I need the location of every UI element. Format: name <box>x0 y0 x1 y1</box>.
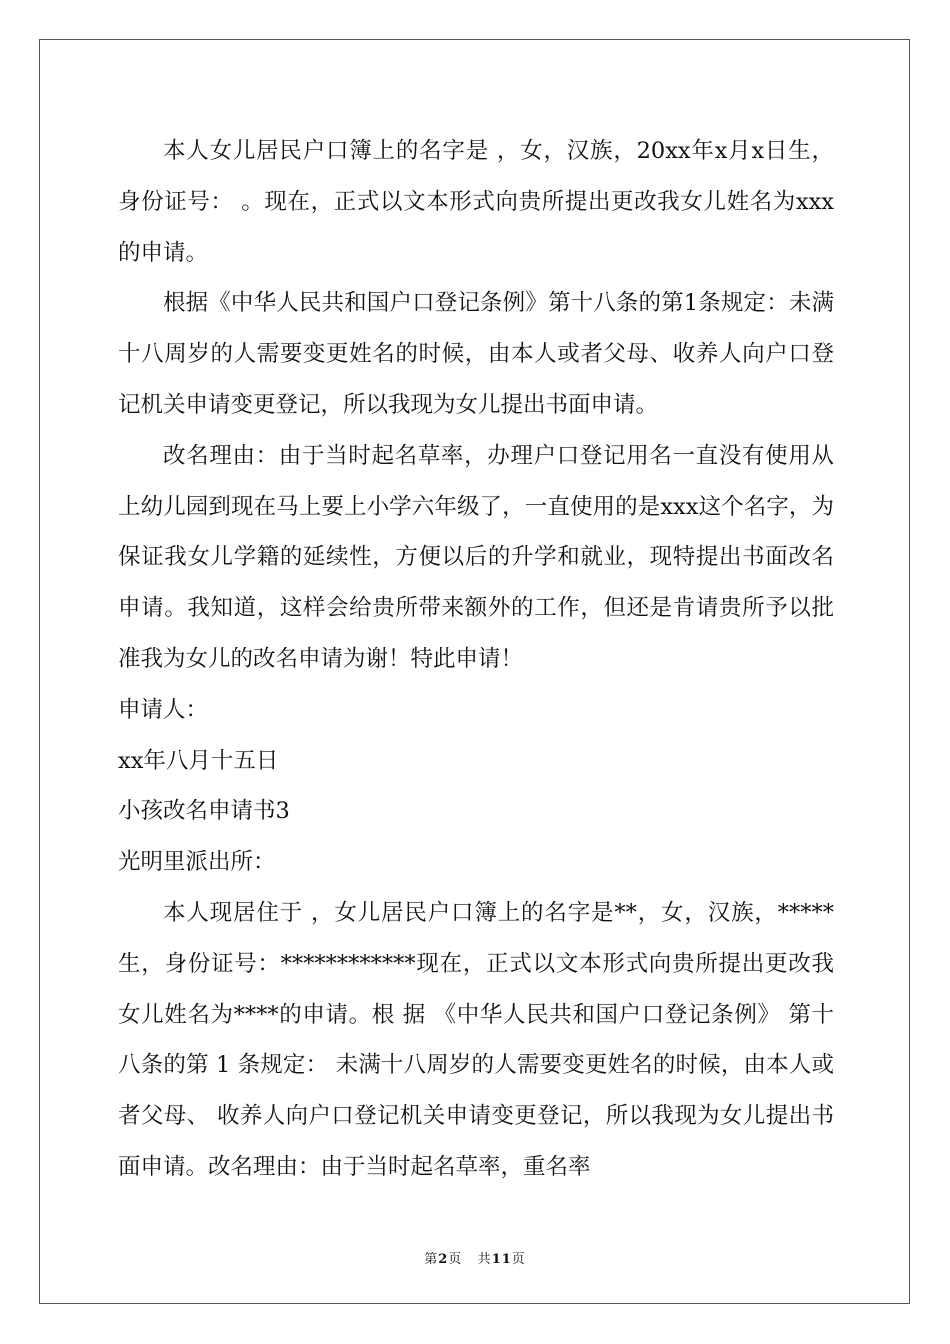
applicant-line: 申请人： <box>118 696 209 723</box>
section-title: 小孩改名申请书3 <box>118 798 290 825</box>
date-line: xx年八月十五日 <box>118 747 279 774</box>
page-suffix: 页 <box>448 1252 463 1267</box>
page-footer <box>0 1248 950 1267</box>
total-suffix: 页 <box>511 1252 526 1267</box>
paragraph-second-letter: 本人现居住于 ，女儿居民户口簿上的名字是**，女，汉族，*****生，身份证号：************现在，正式以文本形式向贵所提出更改我女儿姓名为****的申请。根 据 《中华人民共和国户口登记条例》 第十八条的第 1 条规定： 未满十八周岁的人需要变更姓名的时候，由本人或者父母、 收养人向户口登记机关申请变更登记，所以我现为女儿提出书面申请。改名理由：由于当时起名草率，重名率 <box>118 899 834 1180</box>
recipient-line: 光明里派出所： <box>118 849 276 876</box>
document-body <box>118 126 834 1193</box>
page-number: 2 <box>438 1252 449 1267</box>
paragraph-intro: 本人女儿居民户口簿上的名字是 ，女，汉族，20xx年x月x日生，身份证号： 。现在，正式以文本形式向贵所提出更改我女儿姓名为xxx的申请。 <box>118 138 834 266</box>
page-prefix: 第 <box>424 1252 439 1267</box>
paragraph-legal-basis: 根据《中华人民共和国户口登记条例》第十八条的第1条规定：未满十八周岁的人需要变更姓名的时候，由本人或者父母、收养人向户口登记机关申请变更登记，所以我现为女儿提出书面申请。 <box>118 290 834 418</box>
total-pages: 11 <box>491 1252 512 1267</box>
paragraph-reason: 改名理由：由于当时起名草率，办理户口登记用名一直没有使用从上幼儿园到现在马上要上小学六年级了，一直使用的是xxx这个名字，为保证我女儿学籍的延续性，方便以后的升学和就业，现特提出书面改名申请。我知道，这样会给贵所带来额外的工作，但还是肯请贵所予以批准我为女儿的改名申请为谢！特此申请！ <box>118 442 834 672</box>
total-prefix: 共 <box>477 1252 492 1267</box>
